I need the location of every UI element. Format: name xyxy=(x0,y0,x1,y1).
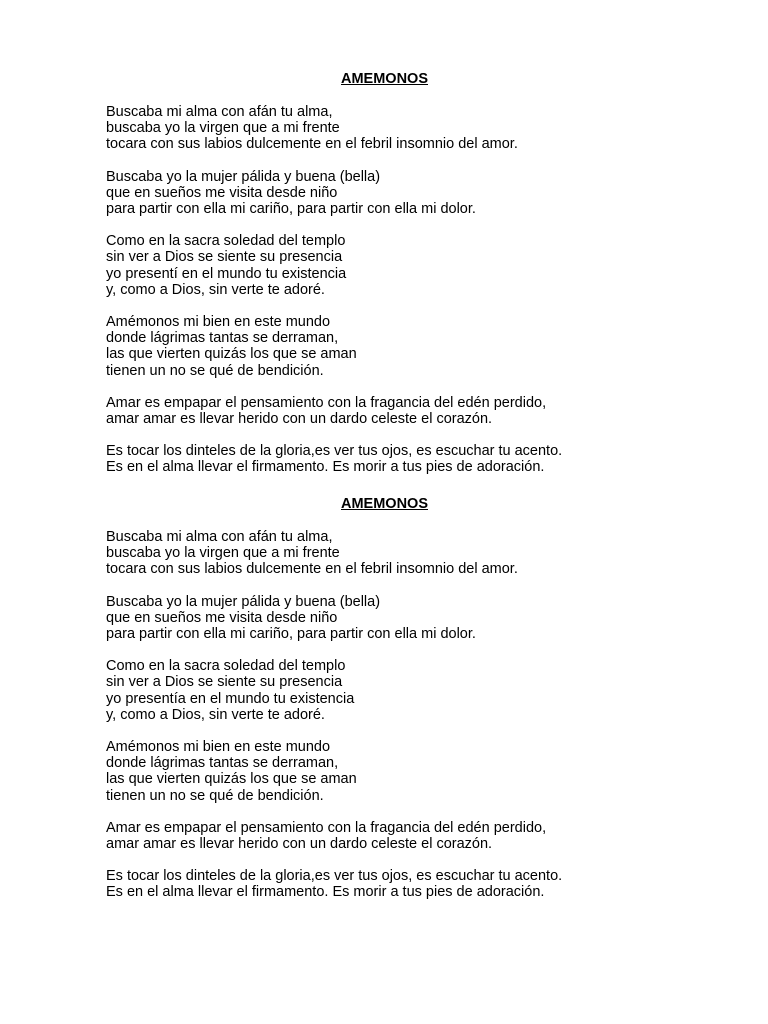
verse-line: donde lágrimas tantas se derraman, xyxy=(106,755,339,772)
verse-line: Buscaba yo la mujer pálida y buena (bella) xyxy=(106,168,381,185)
verse-line: sin ver a Dios se siente su presencia xyxy=(106,674,343,691)
verse-line: tocara con sus labios dulcemente en el febril insomnio del amor. xyxy=(106,561,518,578)
verse-line: Como en la sacra soledad del templo xyxy=(106,233,346,250)
stanza-1 xyxy=(106,104,706,153)
verse-line: para partir con ella mi cariño, para partir con ella mi dolor. xyxy=(106,626,476,643)
poem-title: AMEMONOS xyxy=(341,496,428,512)
verse-line: tienen un no se qué de bendición. xyxy=(106,362,324,379)
poem-title: AMEMONOS xyxy=(341,71,428,87)
verse-line: tocara con sus labios dulcemente en el febril insomnio del amor. xyxy=(106,136,518,153)
verse-line: yo presentí en el mundo tu existencia xyxy=(106,265,347,282)
verse-line: donde lágrimas tantas se derraman, xyxy=(106,330,339,347)
stanza-1 xyxy=(106,529,706,578)
verse-line: Amar es empapar el pensamiento con la fragancia del edén perdido, xyxy=(106,819,547,836)
verse-line: buscaba yo la virgen que a mi frente xyxy=(106,120,340,137)
verse-line: las que vierten quizás los que se aman xyxy=(106,346,357,363)
stanza-6 xyxy=(106,443,706,475)
verse-line: Amémonos mi bien en este mundo xyxy=(106,314,331,331)
verse-line: Es tocar los dinteles de la gloria,es ver tus ojos, es escuchar tu acento. xyxy=(106,868,563,885)
stanza-6 xyxy=(106,868,706,900)
verse-line: y, como a Dios, sin verte te adoré. xyxy=(106,281,325,298)
stanza-5 xyxy=(106,820,706,852)
verse-line: las que vierten quizás los que se aman xyxy=(106,771,357,788)
verse-line: tienen un no se qué de bendición. xyxy=(106,787,324,804)
verse-line: para partir con ella mi cariño, para partir con ella mi dolor. xyxy=(106,201,476,218)
verse-line: que en sueños me visita desde niño xyxy=(106,609,338,626)
verse-line: Buscaba mi alma con afán tu alma, xyxy=(106,104,333,120)
verse-line: amar amar es llevar herido con un dardo celeste el corazón. xyxy=(106,411,493,428)
stanza-3 xyxy=(106,233,706,298)
verse-line: y, como a Dios, sin verte te adoré. xyxy=(106,706,325,723)
verse-line: Amar es empapar el pensamiento con la fragancia del edén perdido, xyxy=(106,394,547,411)
stanza-2 xyxy=(106,169,706,218)
verse-line: Buscaba mi alma con afán tu alma, xyxy=(106,529,333,545)
poem-1 xyxy=(106,71,706,492)
verse-line: que en sueños me visita desde niño xyxy=(106,184,338,201)
verse-line: Es en el alma llevar el firmamento. Es morir a tus pies de adoración. xyxy=(106,459,545,476)
stanza-3 xyxy=(106,658,706,723)
verse-line: amar amar es llevar herido con un dardo celeste el corazón. xyxy=(106,836,493,853)
verse-line: Es tocar los dinteles de la gloria,es ver tus ojos, es escuchar tu acento. xyxy=(106,443,563,460)
stanza-2 xyxy=(106,594,706,643)
verse-line: Amémonos mi bien en este mundo xyxy=(106,739,331,756)
stanza-4 xyxy=(106,739,706,804)
verse-line: yo presentía en el mundo tu existencia xyxy=(106,690,355,707)
verse-line: buscaba yo la virgen que a mi frente xyxy=(106,545,340,562)
poem-2 xyxy=(106,496,706,917)
verse-line: sin ver a Dios se siente su presencia xyxy=(106,249,343,266)
verse-line: Buscaba yo la mujer pálida y buena (bella) xyxy=(106,593,381,610)
verse-line: Es en el alma llevar el firmamento. Es morir a tus pies de adoración. xyxy=(106,884,545,901)
stanza-4 xyxy=(106,314,706,379)
verse-line: Como en la sacra soledad del templo xyxy=(106,658,346,675)
stanza-5 xyxy=(106,395,706,427)
